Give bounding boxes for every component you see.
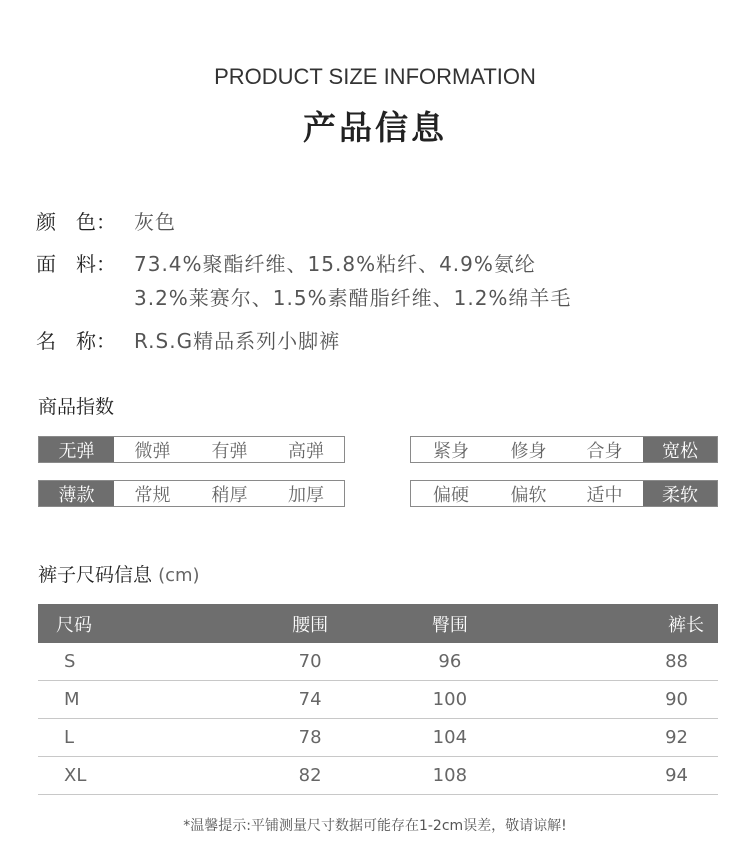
fabric-label: 面 料： <box>36 252 116 276</box>
thickness-scale <box>38 480 345 507</box>
table-row <box>38 757 718 795</box>
cell-size: S <box>38 643 240 681</box>
measurement-note: *温馨提示:平铺测量尺寸数据可能存在1-2cm误差，敬请谅解! <box>183 818 567 834</box>
cell-hip: 104 <box>380 719 520 757</box>
thickness-option: 加厚 <box>288 484 324 506</box>
softness-scale <box>410 480 718 507</box>
table-row <box>38 643 718 681</box>
color-label: 颜 色： <box>36 210 116 234</box>
elasticity-option: 无弹 <box>39 437 114 462</box>
size-table-header <box>38 604 718 643</box>
cell-size: XL <box>38 757 240 795</box>
softness-option: 柔软 <box>643 481 717 506</box>
name-label: 名 称： <box>36 329 116 353</box>
cell-hip: 100 <box>380 681 520 719</box>
cell-length: 88 <box>520 643 718 681</box>
fit-option: 宽松 <box>643 437 717 462</box>
softness-option: 偏硬 <box>433 484 469 506</box>
title-chinese: 产品信息 <box>303 108 447 147</box>
cell-length: 92 <box>520 719 718 757</box>
size-table <box>38 604 718 795</box>
cell-size: L <box>38 719 240 757</box>
thickness-option: 稍厚 <box>211 484 248 506</box>
size-section-unit: (cm) <box>158 565 200 586</box>
softness-option: 偏软 <box>510 484 547 506</box>
cell-hip: 108 <box>380 757 520 795</box>
table-row <box>38 681 718 719</box>
size-section-title <box>38 560 200 587</box>
cell-waist: 78 <box>240 719 380 757</box>
index-section-title: 商品指数 <box>38 396 115 418</box>
table-row <box>38 719 718 757</box>
softness-option: 适中 <box>586 484 623 506</box>
cell-size: M <box>38 681 240 719</box>
header-hip: 臀围 <box>380 604 520 643</box>
thickness-option: 薄款 <box>39 481 114 506</box>
name-value: R.S.G精品系列小脚裤 <box>134 329 341 353</box>
color-value: 灰色 <box>134 210 176 234</box>
cell-waist: 74 <box>240 681 380 719</box>
cell-hip: 96 <box>380 643 520 681</box>
cell-length: 94 <box>520 757 718 795</box>
thickness-option: 常规 <box>134 484 171 506</box>
fit-option: 合身 <box>586 440 623 462</box>
fabric-value-line2: 3.2%莱赛尔、1.5%素醋脂纤维、1.2%绵羊毛 <box>134 286 572 310</box>
fit-option: 修身 <box>510 440 547 462</box>
size-section-title-text: 裤子尺码信息 <box>38 564 153 586</box>
elasticity-option: 有弹 <box>211 440 248 462</box>
header-size: 尺码 <box>38 604 240 643</box>
fit-option: 紧身 <box>433 440 469 462</box>
elasticity-scale <box>38 436 345 463</box>
cell-waist: 82 <box>240 757 380 795</box>
header-waist: 腰围 <box>240 604 380 643</box>
title-english: PRODUCT SIZE INFORMATION <box>214 64 536 89</box>
fabric-value-line1: 73.4%聚酯纤维、15.8%粘纤、4.9%氨纶 <box>134 252 536 276</box>
header-length: 裤长 <box>520 604 718 643</box>
elasticity-option: 高弹 <box>288 440 324 462</box>
fit-scale <box>410 436 718 463</box>
elasticity-option: 微弹 <box>134 440 171 462</box>
cell-length: 90 <box>520 681 718 719</box>
cell-waist: 70 <box>240 643 380 681</box>
